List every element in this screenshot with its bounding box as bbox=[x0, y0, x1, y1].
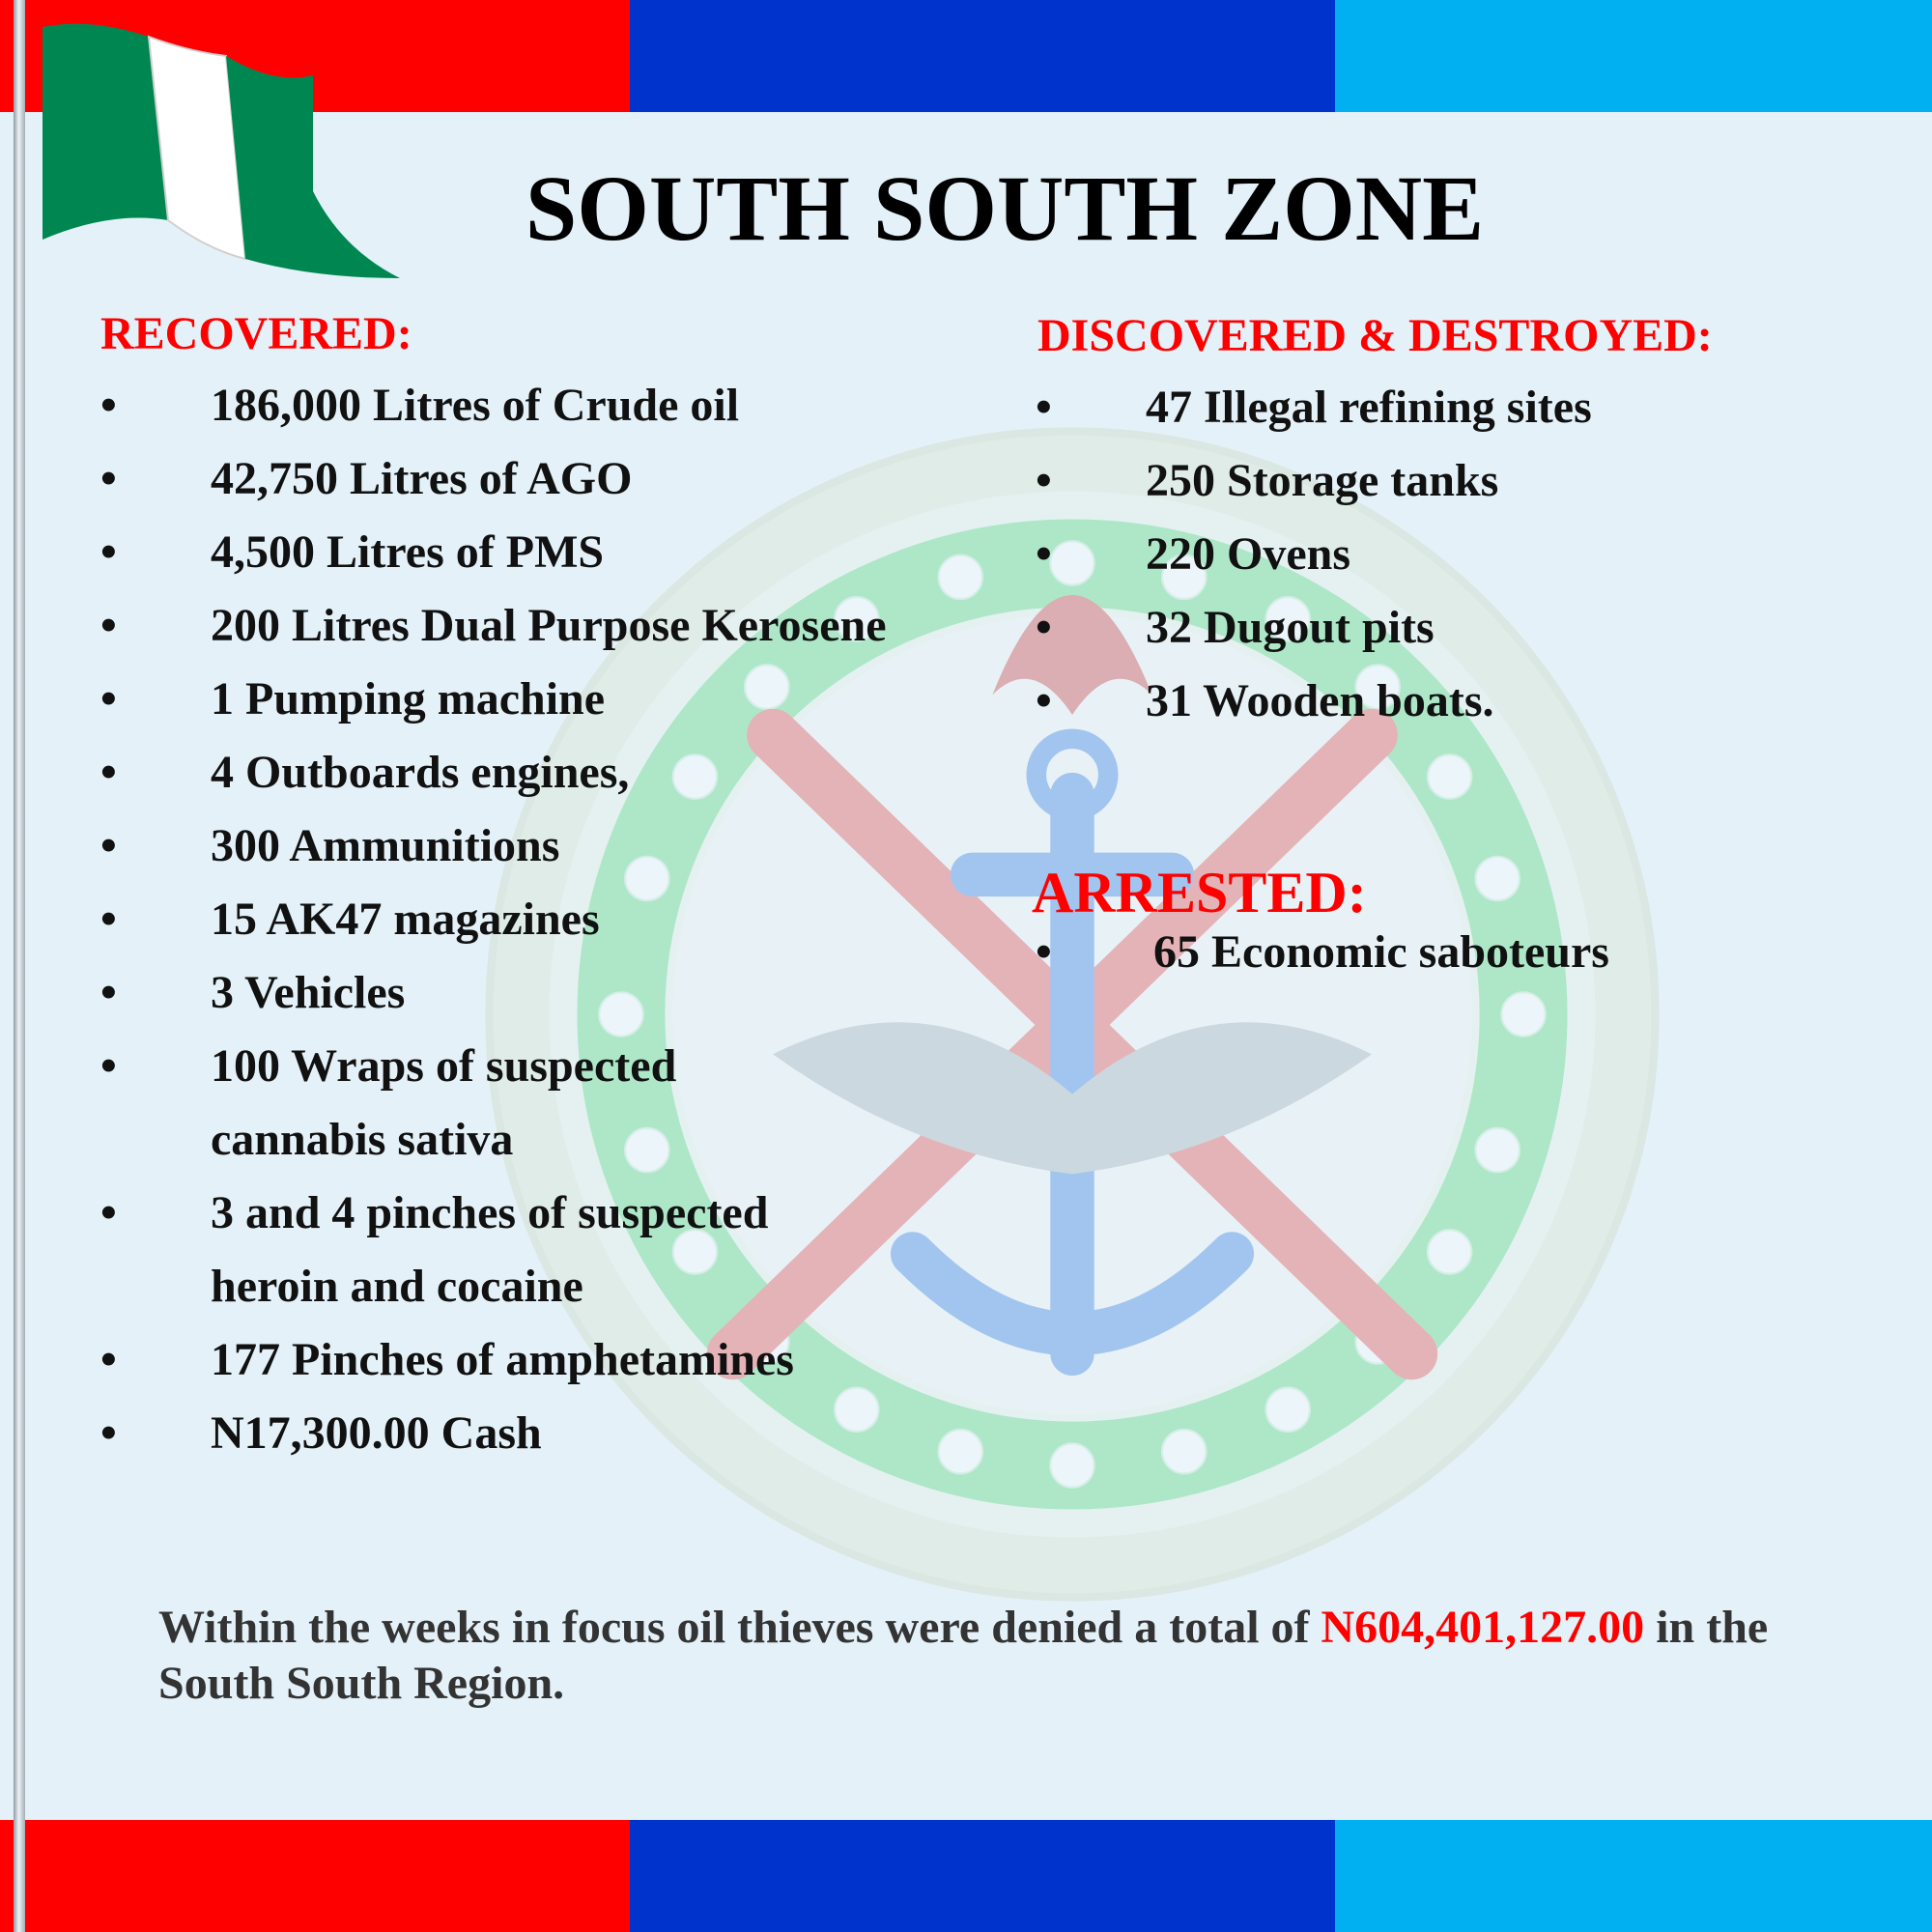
bullet: • bbox=[100, 747, 117, 798]
item-text: 42,750 Litres of AGO bbox=[211, 453, 633, 504]
arrested-list bbox=[1036, 916, 1886, 989]
item-text: 32 Dugout pits bbox=[1146, 602, 1435, 653]
summary-statement bbox=[158, 1600, 1859, 1712]
bullet: • bbox=[1036, 455, 1052, 506]
bullet: • bbox=[100, 380, 117, 431]
recovered-list bbox=[100, 369, 989, 1470]
item-text: 186,000 Litres of Crude oil bbox=[211, 380, 740, 431]
bullet: • bbox=[100, 600, 117, 651]
recovered-heading: RECOVERED: bbox=[100, 308, 412, 359]
item-text: 65 Economic saboteurs bbox=[1153, 926, 1609, 978]
bullet: • bbox=[100, 967, 117, 1018]
bullet: • bbox=[100, 820, 117, 871]
item-text: 100 Wraps of suspected cannabis sativa bbox=[211, 1040, 677, 1165]
item-text: 1 Pumping machine bbox=[211, 673, 606, 724]
flag-pole bbox=[14, 0, 25, 1932]
bullet: • bbox=[100, 526, 117, 578]
list-item bbox=[100, 1030, 796, 1177]
discovered-destroyed-heading: DISCOVERED & DESTROYED: bbox=[1037, 310, 1713, 361]
item-text: 47 Illegal refining sites bbox=[1146, 382, 1592, 433]
bullet: • bbox=[1036, 675, 1052, 726]
list-item bbox=[100, 663, 989, 736]
list-item bbox=[1036, 591, 1886, 665]
bullet: • bbox=[1036, 528, 1052, 580]
list-item bbox=[100, 442, 989, 516]
band-blue-segment bbox=[630, 1820, 1335, 1932]
list-item bbox=[1036, 665, 1886, 738]
discovered-destroyed-list bbox=[1036, 371, 1886, 738]
band-blue-segment bbox=[630, 0, 1335, 112]
band-cyan-segment bbox=[1335, 1820, 1932, 1932]
item-text: 250 Storage tanks bbox=[1146, 455, 1499, 506]
arrested-heading: ARRESTED: bbox=[1032, 861, 1367, 924]
bullet: • bbox=[100, 1407, 117, 1459]
item-text: 3 Vehicles bbox=[211, 967, 406, 1018]
list-item bbox=[100, 516, 989, 589]
bullet: • bbox=[100, 1040, 117, 1092]
bullet: • bbox=[1036, 602, 1052, 653]
summary-text-before: Within the weeks in focus oil thieves were denied a total of bbox=[158, 1602, 1321, 1653]
list-item bbox=[1036, 371, 1886, 444]
item-text: 4,500 Litres of PMS bbox=[211, 526, 605, 578]
list-item bbox=[100, 736, 989, 810]
bullet: • bbox=[100, 453, 117, 504]
bullet: • bbox=[100, 894, 117, 945]
list-item bbox=[1036, 444, 1886, 518]
item-text: N17,300.00 Cash bbox=[211, 1407, 542, 1459]
list-item bbox=[1036, 518, 1886, 591]
item-text: 31 Wooden boats. bbox=[1146, 675, 1494, 726]
bullet: • bbox=[100, 673, 117, 724]
list-item bbox=[100, 1323, 989, 1397]
list-item bbox=[100, 589, 989, 663]
item-text: 15 AK47 magazines bbox=[211, 894, 600, 945]
bullet: • bbox=[1036, 926, 1052, 978]
band-red-segment bbox=[0, 1820, 630, 1932]
list-item bbox=[1036, 916, 1886, 989]
band-cyan-segment bbox=[1335, 0, 1932, 112]
item-text: 300 Ammunitions bbox=[211, 820, 560, 871]
summary-text-after: in the South South Region. bbox=[158, 1602, 1769, 1709]
item-text: 3 and 4 pinches of suspected heroin and cocaine bbox=[211, 1187, 769, 1312]
summary-amount: N604,401,127.00 bbox=[1321, 1602, 1645, 1653]
list-item bbox=[100, 1177, 835, 1323]
page-title: SOUTH SOUTH ZONE bbox=[525, 156, 1485, 260]
item-text: 177 Pinches of amphetamines bbox=[211, 1334, 794, 1385]
list-item bbox=[100, 883, 989, 956]
bullet: • bbox=[100, 1334, 117, 1385]
bullet: • bbox=[100, 1187, 117, 1238]
list-item bbox=[100, 956, 989, 1030]
item-text: 220 Ovens bbox=[1146, 528, 1351, 580]
list-item bbox=[100, 810, 989, 883]
item-text: 200 Litres Dual Purpose Kerosene bbox=[211, 600, 887, 651]
item-text: 4 Outboards engines, bbox=[211, 747, 630, 798]
bullet: • bbox=[1036, 382, 1052, 433]
list-item bbox=[100, 369, 989, 442]
list-item bbox=[100, 1397, 989, 1470]
bottom-color-band bbox=[0, 1820, 1932, 1932]
